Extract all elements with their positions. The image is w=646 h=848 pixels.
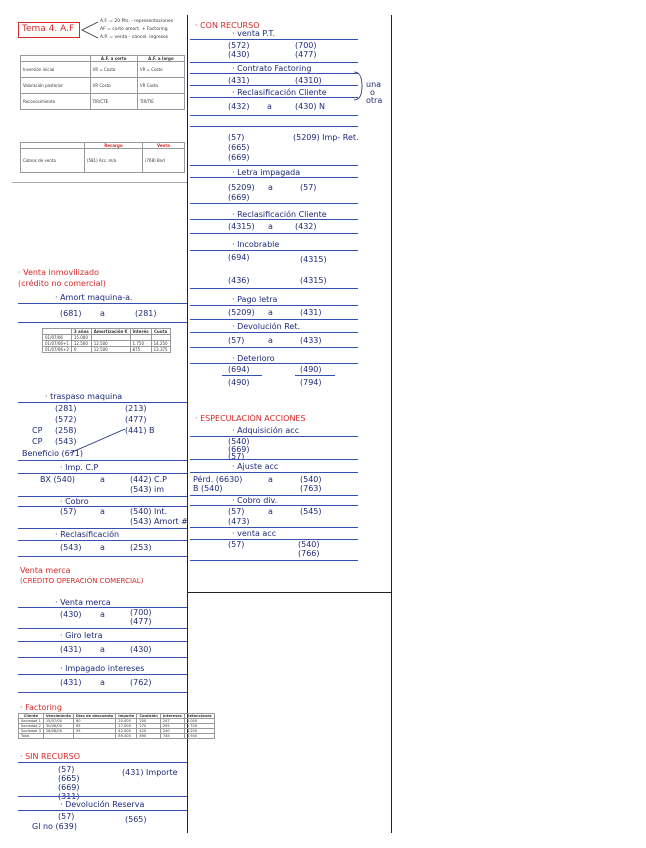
- dv-2: Gl no (639): [32, 822, 77, 831]
- aj-1: a: [268, 475, 273, 484]
- rule-r24: [190, 472, 358, 473]
- reclas-2: (430) N: [295, 102, 326, 111]
- traspaso-cp1: CP: [32, 426, 43, 435]
- cd-0: (57): [228, 507, 245, 516]
- impagado-title: · Impagado intereses: [60, 664, 145, 673]
- valuation-table: [20, 55, 185, 110]
- amort-credit: (281): [135, 309, 157, 318]
- devol-0: (57): [228, 336, 245, 345]
- sin-recurso-title: · SIN RECURSO: [20, 752, 81, 761]
- ip-0: (5209): [228, 183, 255, 192]
- t2-h1: Recargo: [84, 143, 142, 149]
- factoring-table: [18, 713, 215, 739]
- traspaso-l0: (281): [55, 404, 77, 413]
- ft-r1c4: 270: [137, 724, 160, 729]
- t1-r1c1: VR Costo: [90, 78, 137, 94]
- venta-acc-title: · venta acc: [232, 529, 277, 538]
- t2-r0c0: Cobros de venta: [21, 149, 85, 173]
- vm-a: a: [100, 610, 105, 619]
- reclas-0: (432): [228, 102, 250, 111]
- traspaso-arrow-icon: [70, 425, 130, 455]
- vm-credit1: (700): [130, 608, 152, 617]
- ft-r0c3: 20.000: [116, 719, 137, 724]
- devol-1: a: [268, 336, 273, 345]
- adquisicion-title: · Adquisición acc: [232, 426, 300, 435]
- ft-h5: Intereses: [160, 714, 184, 719]
- cobro-title: · Cobro: [60, 497, 89, 506]
- rule-r14: [190, 288, 358, 289]
- va-2: (766): [298, 549, 320, 558]
- at-r2c3: 875: [130, 347, 151, 353]
- rule-r17: [190, 332, 358, 333]
- venta-merca-title: Venta merca: [20, 566, 71, 575]
- imp-credit2: (543) im: [130, 485, 165, 494]
- ft-h1: Vencimiento: [43, 714, 73, 719]
- sr-1: (665): [58, 774, 80, 783]
- rule-r19: [190, 363, 358, 364]
- ft-r0c1: 15/07/00: [43, 719, 73, 724]
- traspaso-r0: (213): [125, 404, 147, 413]
- pago-2: (431): [300, 308, 322, 317]
- ft-r1c2: 65: [73, 724, 115, 729]
- ft-r3c1: [43, 734, 73, 739]
- rule-l4: [18, 402, 187, 403]
- t1-r2c1: TIR/CTE: [90, 94, 137, 110]
- sale-fixed-asset-sub: (crédito no comercial): [18, 279, 106, 288]
- inc-2: (436): [228, 276, 250, 285]
- rc-2: (432): [295, 222, 317, 231]
- rule-l17: [18, 692, 187, 693]
- cobro-credit2: (543) Amort #: [130, 517, 188, 526]
- det-2: (490): [228, 378, 250, 387]
- det-0: (694): [228, 365, 250, 374]
- cobro-a: a: [100, 507, 105, 516]
- bracket-icon: [354, 72, 364, 102]
- aj-2: (540): [300, 475, 322, 484]
- impagado-debit: (431): [60, 678, 82, 687]
- ft-r3c3: 89.400: [116, 734, 137, 739]
- reclas-title: · Reclasificación Cliente: [232, 88, 327, 97]
- vpt-0: (572): [228, 41, 250, 50]
- ft-r2c4: 420: [137, 729, 160, 734]
- ft-r0c6: 2.000: [184, 719, 214, 724]
- rule-r23: [190, 459, 358, 460]
- ft-r2c6: 4.200: [184, 729, 214, 734]
- amort-a: a: [100, 309, 105, 318]
- rule-l18: [18, 762, 187, 763]
- ft-h4: Comisión: [137, 714, 160, 719]
- t1-r1c0: Valoración posterior: [21, 78, 91, 94]
- impagado-a: a: [100, 678, 105, 687]
- imp-a: a: [100, 475, 105, 484]
- traspaso-r2: (441) B: [125, 426, 155, 435]
- vm-debit: (430): [60, 610, 82, 619]
- ft-h0: Cliente: [19, 714, 44, 719]
- at-r2c2: 12.500: [91, 347, 130, 353]
- rule-r29: [190, 560, 358, 561]
- column-divider-left: [187, 15, 188, 833]
- rule-r8: [190, 165, 358, 166]
- imp-title: · Imp. C.P: [60, 463, 99, 472]
- impagada-title: · Letra impagada: [232, 168, 301, 177]
- rule-r16: [190, 319, 358, 320]
- traspaso-l3: (543): [55, 437, 77, 446]
- rule-r7: [190, 126, 358, 127]
- ft-r1c6: 2.700: [184, 724, 214, 729]
- ft-r2c5: 240: [160, 729, 184, 734]
- t1-r0c2: VR = Costo: [137, 62, 184, 78]
- ft-r1c0: Sociedad 2: [19, 724, 44, 729]
- devol-2: (433): [300, 336, 322, 345]
- ft-r2c3: 42.000: [116, 729, 137, 734]
- devol-title: · Devolución Ret.: [232, 322, 301, 331]
- rule-l6: [18, 473, 187, 474]
- rule-r5: [190, 97, 358, 98]
- at-h4: Cuota: [151, 329, 170, 335]
- ip-3: (669): [228, 193, 250, 202]
- inc-0: (694): [228, 253, 250, 262]
- at-r2c0: 01/07/06+2: [43, 347, 72, 353]
- ft-r3c4: 890: [137, 734, 160, 739]
- rule-l13: [18, 628, 187, 629]
- ft-r0c5: 247: [160, 719, 184, 724]
- adq-0: (540): [228, 437, 250, 446]
- sale-fixed-asset-title: · Venta inmovilizado: [18, 268, 99, 277]
- cb-2: (669): [228, 153, 250, 162]
- rule-r10: [190, 203, 358, 204]
- reclasif-a: a: [100, 543, 105, 552]
- t1-r2c0: Reconocimiento: [21, 94, 91, 110]
- sr-3: (311): [58, 792, 80, 801]
- va-0: (57): [228, 540, 245, 549]
- det-1: (490): [300, 365, 322, 374]
- cd-1: a: [268, 507, 273, 516]
- traspaso-cp2: CP: [32, 437, 43, 446]
- at-r0c1: 15.000: [71, 335, 91, 341]
- ft-r1c5: 295: [160, 724, 184, 729]
- incobrable-title: · Incobrable: [232, 240, 280, 249]
- dv-0: (57): [58, 812, 75, 821]
- ft-r3c2: [73, 734, 115, 739]
- aj-4: (763): [300, 484, 322, 493]
- at-r1c2: 12.500: [91, 341, 130, 347]
- amortization-table: [42, 328, 171, 353]
- con-recurso-title: · CON RECURSO: [195, 21, 260, 30]
- venta-pt-title: · venta P.T.: [232, 29, 275, 38]
- rule-r20: [222, 375, 262, 376]
- rule-l3: [18, 322, 187, 323]
- column-divider-right: [391, 15, 392, 833]
- rule-r18: [190, 347, 358, 348]
- title-note-3: A.P. = venta - cancel. ingresos: [100, 35, 169, 40]
- rule-l14: [18, 641, 187, 642]
- amort-debit: (681): [60, 309, 82, 318]
- at-h1: 3 años: [71, 329, 91, 335]
- rule-r15: [190, 305, 358, 306]
- reclasif-credit: (253): [130, 543, 152, 552]
- sale-table: [20, 142, 185, 173]
- rule-l1: [12, 182, 187, 183]
- reclas-1: a: [267, 102, 272, 111]
- rule-l16: [18, 674, 187, 675]
- ft-r2c0: Sociedad 3: [19, 729, 44, 734]
- title-note-2: AF = corto amort. + Factoring: [100, 27, 168, 32]
- traspaso-l2: (258): [55, 426, 77, 435]
- t2-h2: Venta: [142, 143, 184, 149]
- ip-1: a: [268, 183, 273, 192]
- contrato-title: · Contrato Factoring: [232, 64, 312, 73]
- ft-h2: Días de descuento: [73, 714, 115, 719]
- rule-r11: [190, 219, 358, 220]
- rule-l19: [18, 796, 187, 797]
- sr-0: (57): [58, 765, 75, 774]
- t1-r1c2: VR Costo: [137, 78, 184, 94]
- venta-merca-sub: (CRÉDITO OPERACIÓN COMERCIAL): [20, 577, 144, 585]
- vpt-2: (700): [295, 41, 317, 50]
- reclasif-title: · Reclasificación: [55, 530, 120, 539]
- rule-r26: [190, 505, 358, 506]
- at-r2c4: 13.375: [151, 347, 170, 353]
- vpt-1: (430): [228, 50, 250, 59]
- devolucion-title: · Devolución Reserva: [60, 800, 145, 809]
- imp-debit: BX (540): [40, 475, 76, 484]
- at-r0c0: 01/07/06: [43, 335, 72, 341]
- pago-title: · Pago letra: [232, 295, 278, 304]
- pago-0: (5209): [228, 308, 255, 317]
- page-title: Tema 4. A.F: [22, 24, 75, 34]
- at-r1c0: 01/07/06+1: [43, 341, 72, 347]
- rule-r12: [190, 233, 358, 234]
- rule-l12: [18, 607, 187, 608]
- rule-r22: [190, 436, 358, 437]
- aj-0: Pérd. (6630): [193, 475, 243, 484]
- rule-l10: [18, 540, 187, 541]
- rc-1: a: [268, 222, 273, 231]
- giro-credit: (430): [130, 645, 152, 654]
- dv-1: (565): [125, 815, 147, 824]
- impagado-credit: (762): [130, 678, 152, 687]
- rule-r13: [190, 250, 358, 251]
- at-r1c4: 14.250: [151, 341, 170, 347]
- inc-3: (4315): [300, 276, 327, 285]
- contrato-0: (431): [228, 76, 250, 85]
- traspaso-l1: (572): [55, 415, 77, 424]
- t1-r0c1: VR = Costo: [90, 62, 137, 78]
- rule-l5: [18, 460, 187, 461]
- cd-3: (473): [228, 517, 250, 526]
- rule-l2: [18, 303, 187, 304]
- ft-r2c1: 26/08/00: [43, 729, 73, 734]
- cobro-div-title: · Cobro div.: [232, 496, 278, 505]
- ft-r1c1: 30/08/00: [43, 724, 73, 729]
- vpt-3: (477): [295, 50, 317, 59]
- rule-l9: [18, 528, 187, 529]
- rule-r28: [190, 539, 358, 540]
- contrato-1: (4310): [295, 76, 322, 85]
- ip-2: (57): [300, 183, 317, 192]
- ft-r3c6: 8.940: [184, 734, 214, 739]
- cd-2: (545): [300, 507, 322, 516]
- rule-r3: [190, 73, 358, 74]
- vm-title: · Venta merca: [55, 598, 111, 607]
- giro-title: · Giro letra: [60, 631, 103, 640]
- ft-h6: Retenciones: [184, 714, 214, 719]
- rule-r27: [190, 527, 358, 528]
- sr-4: (431) Importe: [122, 768, 178, 777]
- rule-r21: [295, 375, 335, 376]
- cb-0: (57): [228, 133, 245, 142]
- giro-a: a: [100, 645, 105, 654]
- right-column-bottom-rule: [187, 592, 391, 593]
- t2-r0c2: (768) Bnd: [142, 149, 184, 173]
- at-r1c1: 12.500: [71, 341, 91, 347]
- title-note-1: A.F. = 20 Pts. - representaciones: [100, 19, 174, 24]
- at-h2: Amortización €: [91, 329, 130, 335]
- t1-r0c0: Inversión inicial: [21, 62, 91, 78]
- side-note-1: una: [366, 80, 382, 89]
- rule-r2: [190, 62, 358, 63]
- at-r1c3: 1.750: [130, 341, 151, 347]
- ft-r1c3: 27.000: [116, 724, 137, 729]
- traspaso-title: · traspaso maquina: [45, 392, 123, 401]
- rule-r9: [190, 177, 358, 178]
- rule-l15: [18, 657, 187, 658]
- adq-2: (57): [228, 452, 245, 461]
- cobro-debit: (57): [60, 507, 77, 516]
- traspaso-l4: Beneficio (671): [22, 449, 84, 458]
- vm-credit2: (477): [130, 617, 152, 626]
- deterioro-title: · Deterioro: [232, 354, 275, 363]
- at-r2c1: 0: [71, 347, 91, 353]
- ft-r3c5: 745: [160, 734, 184, 739]
- reclasif-debit: (543): [60, 543, 82, 552]
- side-note-2: o: [370, 88, 375, 97]
- pago-1: a: [268, 308, 273, 317]
- reclas-cli-title: · Reclasificación Cliente: [232, 210, 327, 219]
- rule-l11: [18, 556, 187, 557]
- imp-credit1: (442) C.P: [130, 475, 168, 484]
- especulacion-title: · ESPECULACIÓN ACCIONES: [195, 414, 306, 423]
- t1-h1: A.F. a corto: [90, 56, 137, 62]
- ft-r0c2: 60: [73, 719, 115, 724]
- amort-title: · Amort maquina-a.: [55, 293, 133, 302]
- rule-l20: [18, 810, 187, 811]
- factoring-title: · Factoring: [20, 703, 62, 712]
- at-h3: Interés: [130, 329, 151, 335]
- va-1: (540): [298, 540, 320, 549]
- cb-1: (665): [228, 143, 250, 152]
- title-arrow-icon: [80, 20, 100, 40]
- rule-r6: [190, 115, 358, 116]
- rule-r4: [190, 85, 358, 86]
- inc-1: (4315): [300, 255, 327, 264]
- adq-1: (669): [228, 445, 250, 454]
- rule-r1: [190, 39, 358, 40]
- cobro-credit1: (540) Int.: [130, 507, 168, 516]
- side-note-3: otra: [366, 96, 383, 105]
- t1-r2c2: TIR/TIE: [137, 94, 184, 110]
- det-3: (794): [300, 378, 322, 387]
- ft-r2c2: 95: [73, 729, 115, 734]
- ajuste-title: · Ajuste acc: [232, 462, 279, 471]
- ft-r3c0: Total: [19, 734, 44, 739]
- ft-h3: Importe: [116, 714, 137, 719]
- cb-3: (5209) Imp- Ret.: [293, 133, 359, 142]
- rule-l7: [18, 496, 187, 497]
- giro-debit: (431): [60, 645, 82, 654]
- t1-h2: A.F. a largo: [137, 56, 184, 62]
- rc-0: (4315): [228, 222, 255, 231]
- ft-r0c4: 200: [137, 719, 160, 724]
- traspaso-r1: (477): [125, 415, 147, 424]
- sr-2: (669): [58, 783, 80, 792]
- aj-3: B (540): [193, 484, 223, 493]
- ft-r0c0: Sociedad 1: [19, 719, 44, 724]
- t2-r0c1: (581) Acc. m/a: [84, 149, 142, 173]
